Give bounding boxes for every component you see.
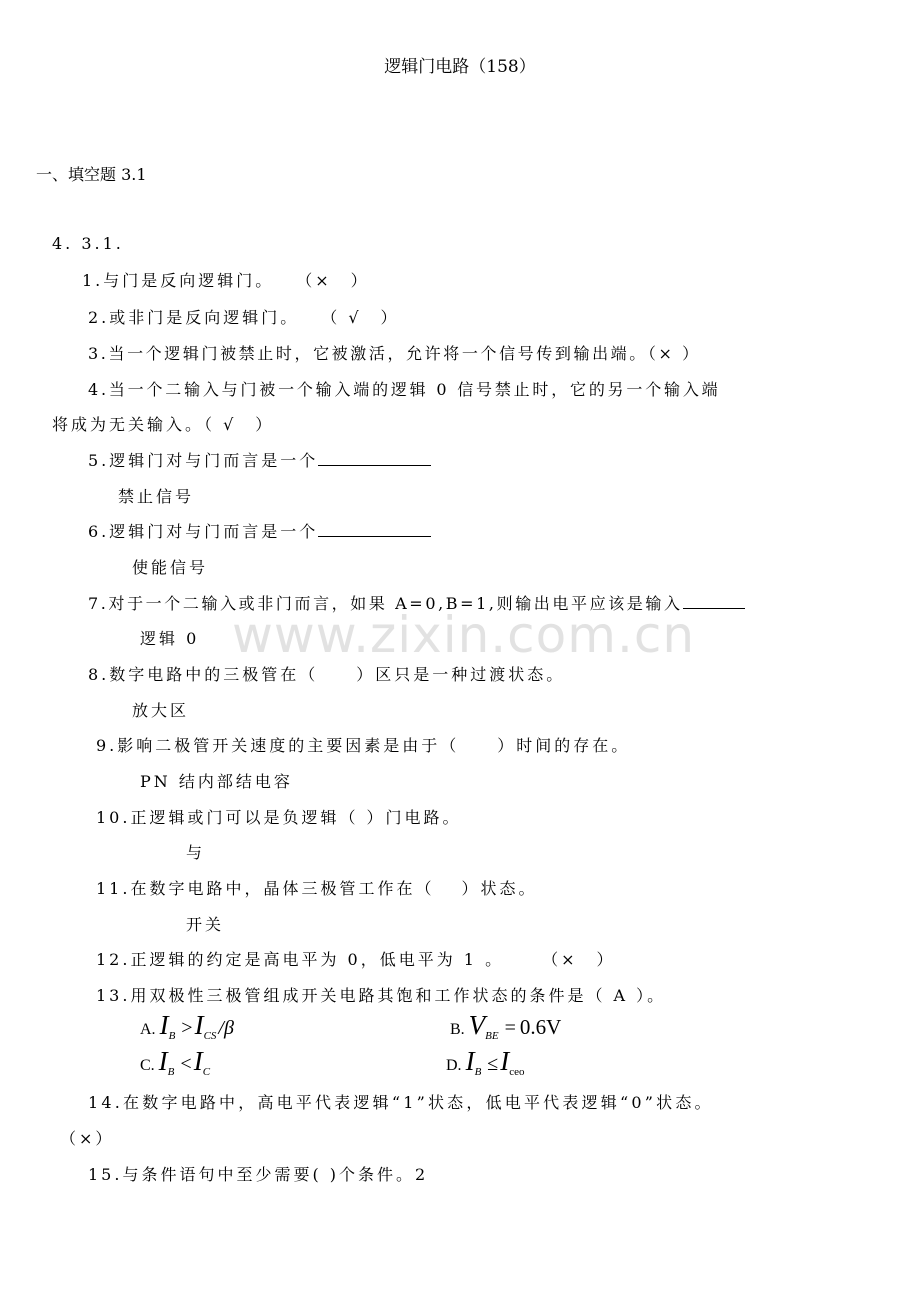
- math-symbol: I: [194, 1010, 204, 1040]
- math-operator: >: [181, 1017, 193, 1039]
- answer-11: 开关: [186, 915, 225, 934]
- math-symbol: I: [159, 1010, 169, 1040]
- question-7-text: 7.对于一个二输入或非门而言，如果 A=0,B=1,则输出电平应该是输入: [88, 594, 683, 613]
- answer-blank: [318, 451, 431, 466]
- option-c: [140, 1046, 210, 1077]
- option-a: [140, 1010, 236, 1041]
- question-4-line1: 4.当一个二输入与门被一个输入端的逻辑 0 信号禁止时，它的另一个输入端: [88, 380, 721, 399]
- math-subscript: CS: [203, 1030, 217, 1042]
- question-3: 3.当一个逻辑门被禁止时，它被激活，允许将一个信号传到输出端。（× ）: [88, 344, 701, 363]
- question-12: 12.正逻辑的约定是高电平为 0，低电平为 1 。 （× ）: [96, 950, 616, 969]
- math-symbol: I: [158, 1046, 168, 1076]
- math-operator: ≤: [487, 1053, 499, 1075]
- option-b-label: B.: [450, 1021, 465, 1038]
- option-c-label: C.: [140, 1057, 155, 1074]
- page-title: 逻辑门电路（158）: [384, 57, 536, 77]
- answer-10: 与: [186, 843, 206, 862]
- option-b: [450, 1010, 563, 1041]
- option-d-label: D.: [446, 1057, 462, 1074]
- math-term: /β: [218, 1017, 234, 1039]
- math-subscript: C: [202, 1066, 211, 1078]
- math-symbol: I: [465, 1046, 475, 1076]
- question-6: [88, 519, 431, 542]
- question-5: [88, 448, 431, 471]
- answer-7: 逻辑 0: [140, 629, 200, 648]
- question-7: [88, 591, 745, 614]
- math-symbol: I: [193, 1046, 203, 1076]
- math-subscript: B: [167, 1066, 175, 1078]
- math-symbol: V: [468, 1010, 486, 1040]
- answer-9: PN 结内部结电容: [140, 772, 293, 791]
- question-14-line2: （×）: [60, 1129, 115, 1148]
- answer-8: 放大区: [132, 701, 190, 720]
- math-subscript: B: [168, 1030, 176, 1042]
- section-ref: 4. 3.1.: [52, 234, 124, 253]
- math-subscript: B: [474, 1066, 482, 1078]
- section-heading: 一、填空题 3.1: [36, 165, 147, 184]
- question-8: 8.数字电路中的三极管在（ ）区只是一种过渡状态。: [88, 665, 566, 684]
- watermark: www.zixin.com.cn: [232, 606, 696, 664]
- question-11: 11.在数字电路中，晶体三极管工作在（ ）状态。: [96, 879, 538, 898]
- question-9: 9.影响二极管开关速度的主要因素是由于（ ）时间的存在。: [96, 736, 631, 755]
- option-d: [446, 1046, 525, 1077]
- question-14-line1: 14.在数字电路中，高电平代表逻辑“1”状态，低电平代表逻辑“0”状态。: [88, 1093, 714, 1112]
- math-subscript: BE: [485, 1030, 499, 1042]
- answer-blank: [683, 594, 745, 609]
- math-symbol: I: [500, 1046, 510, 1076]
- question-6-text: 6.逻辑门对与门而言是一个: [88, 522, 319, 541]
- question-10: 10.正逻辑或门可以是负逻辑（ ）门电路。: [96, 808, 462, 827]
- question-13: 13.用双极性三极管组成开关电路其饱和工作状态的条件是（ A ）。: [96, 986, 667, 1005]
- answer-5: 禁止信号: [118, 487, 195, 506]
- math-term: 0.6V: [519, 1015, 562, 1039]
- math-operator: =: [504, 1017, 516, 1039]
- question-1: 1.与门是反向逻辑门。 （× ）: [82, 271, 370, 290]
- answer-6: 使能信号: [132, 558, 209, 577]
- option-a-label: A.: [140, 1021, 156, 1038]
- question-5-text: 5.逻辑门对与门而言是一个: [88, 451, 319, 470]
- question-15: 15.与条件语句中至少需要( )个条件。2: [88, 1165, 429, 1184]
- question-2: 2.或非门是反向逻辑门。 （ √ ）: [88, 308, 400, 327]
- question-4-line2: 将成为无关输入。（ √ ）: [52, 415, 275, 434]
- math-subscript: ceo: [509, 1066, 525, 1078]
- math-operator: <: [180, 1053, 192, 1075]
- answer-blank: [318, 522, 431, 537]
